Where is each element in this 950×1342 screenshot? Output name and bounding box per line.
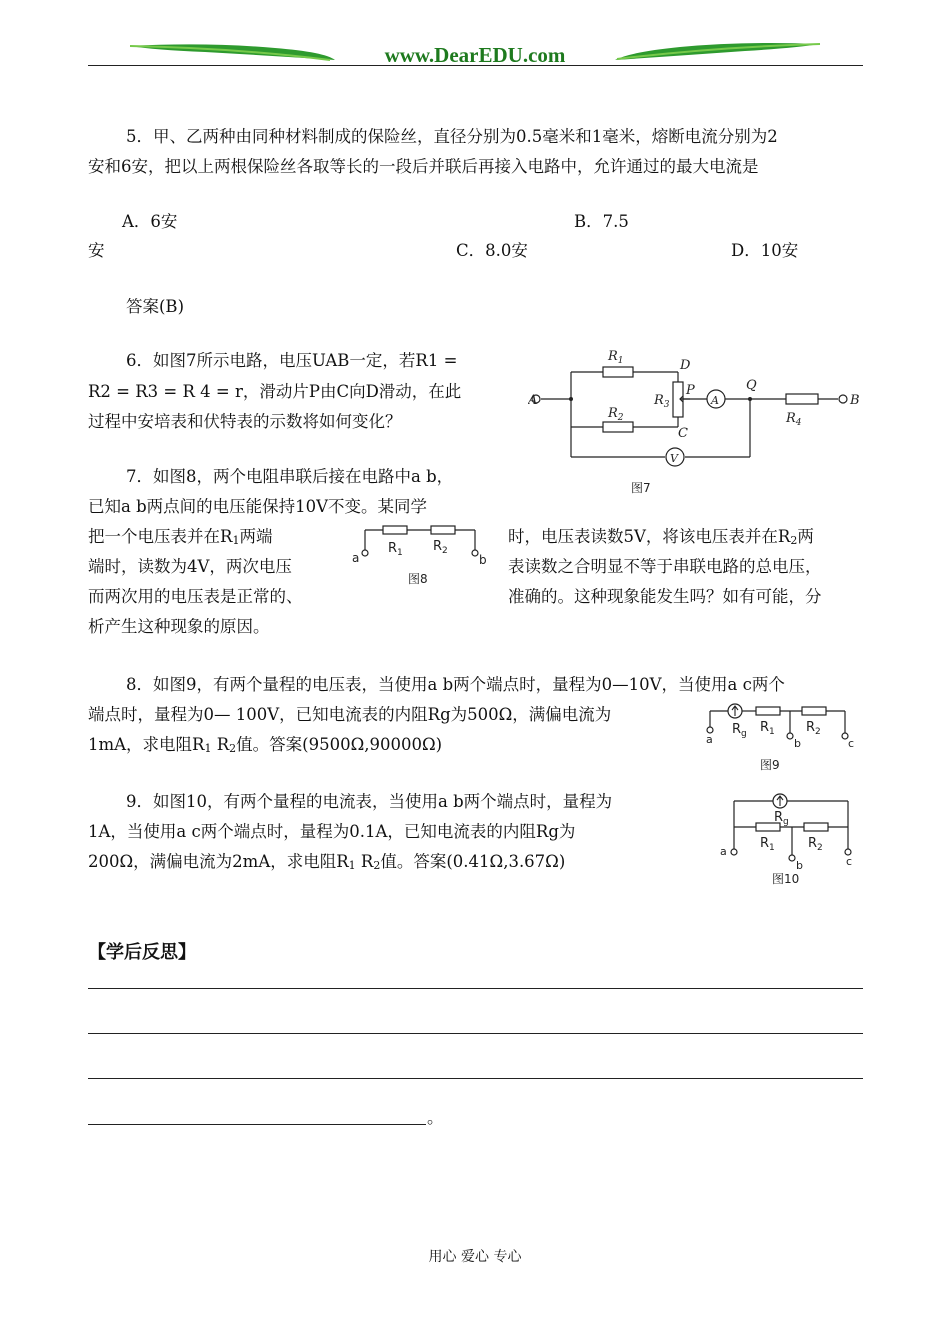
q7-line-3-right: 时，电压表读数5V，将该电压表并在$R_2$两	[508, 527, 814, 547]
ammeter-label: A	[711, 394, 719, 407]
q7-line-5-right: 准确的。这种现象能发生吗？如有可能，分	[508, 587, 822, 606]
q6-line-2: R2 = R3 = R 4 = r，滑动片P由C向D滑动，在此	[88, 382, 462, 401]
label-r4: $R_4$	[786, 411, 802, 428]
reflection-line-2	[88, 1033, 863, 1034]
q5-option-b-tail: 安	[88, 241, 105, 260]
figure-8-circuit	[345, 520, 495, 592]
q7-line-3-left: 把一个电压表并在$R_1$两端	[88, 527, 273, 547]
fig10-label-r2: $R_2$	[808, 836, 823, 853]
label-p: P	[686, 383, 695, 398]
fig8-label-b: b	[479, 553, 487, 567]
reflection-title: 【学后反思】	[88, 942, 196, 963]
label-r1: $R_1$	[608, 349, 624, 366]
q9-line-1: 9．如图10，有两个量程的电流表，当使用a b两个端点时，量程为	[126, 792, 613, 811]
reflection-end-mark: 。	[427, 1108, 444, 1127]
fig9-label-a: a	[706, 733, 713, 746]
site-logo-text: www.DearEDU.com	[384, 43, 566, 67]
q7-line-4-right: 表读数之合明显不等于串联电路的总电压，	[508, 557, 822, 576]
label-r2: $R_2$	[608, 406, 624, 423]
fig10-terminal-b	[789, 855, 795, 861]
q6-line-1: 6．如图7所示电路，电压UAB一定，若R1 =	[126, 351, 458, 370]
reflection-line-4	[88, 1124, 426, 1125]
fig8-terminal-b	[472, 550, 478, 556]
junction-q	[748, 397, 752, 401]
fig8-resistor-r1	[383, 526, 407, 534]
terminal-b	[839, 395, 847, 403]
q5-option-b: B．7.5	[574, 212, 629, 231]
label-a: A	[528, 393, 538, 408]
fig10-label-r1: $R_1$	[760, 836, 775, 853]
q5-option-a: A．6安	[122, 212, 178, 231]
fig10-resistor-r2	[804, 823, 828, 831]
figure-8-caption: 图8	[408, 572, 428, 586]
label-b: B	[850, 393, 860, 408]
fig8-label-a: a	[352, 551, 360, 565]
q7-line-6: 析产生这种现象的原因。	[88, 617, 270, 636]
reflection-line-3	[88, 1078, 863, 1079]
figure-7-circuit	[528, 342, 863, 502]
q9-line-2: 1A，当使用a c两个端点时，量程为0.1A，已知电流表的内阻Rg为	[88, 822, 576, 841]
label-r3: $R_3$	[654, 393, 670, 410]
figure-9-caption: 图9	[760, 758, 780, 772]
q8-line-2: 端点时，量程为0— 100V，已知电流表的内阻Rg为500Ω，满偏电流为	[88, 705, 612, 724]
q7-line-1: 7．如图8，两个电阻串联后接在电路中a b，	[126, 467, 454, 486]
header-banner	[125, 38, 825, 68]
q5-option-d: D．10安	[731, 241, 799, 260]
q5-line-1: 5．甲、乙两种由同种材料制成的保险丝，直径分别为0.5毫米和1毫米，熔断电流分别为2	[126, 127, 778, 146]
q7-line-2: 已知a b两点间的电压能保持10V不变。某同学	[88, 497, 428, 516]
fig10-label-rg: $R_g$	[774, 810, 789, 827]
label-q: Q	[746, 378, 757, 393]
fig10-label-b: b	[796, 859, 803, 872]
fig8-label-r2: $R_2$	[433, 539, 448, 556]
resistor-r2	[603, 422, 633, 432]
q6-line-3: 过程中安培表和伏特表的示数将如何变化？	[88, 412, 402, 431]
q5-line-2: 安和6安，把以上两根保险丝各取等长的一段后并联后再接入电路中，允许通过的最大电流是	[88, 157, 759, 176]
q5-answer: 答案(B)	[126, 297, 184, 316]
fig9-resistor-r1	[756, 707, 780, 715]
q8-line-3: 1mA，求电阻$R_1$ $R_2$值。答案(9500Ω,90000Ω)	[88, 735, 443, 755]
figure-9-circuit	[700, 697, 860, 775]
fig10-label-c: c	[846, 855, 853, 868]
fig9-terminal-b	[787, 733, 793, 739]
figure-10-circuit	[710, 785, 860, 890]
figure-7-caption: 图7	[631, 481, 651, 495]
label-d: D	[680, 358, 691, 373]
fig8-label-r1: $R_1$	[388, 541, 403, 558]
label-c: C	[678, 426, 688, 441]
fig9-resistor-r2	[802, 707, 826, 715]
fig9-label-rg: $R_g$	[732, 722, 747, 739]
q9-line-3: 200Ω，满偏电流为2mA，求电阻$R_1$ $R_2$值。答案(0.41Ω,3.67Ω)	[88, 852, 566, 872]
q7-line-4-left: 端时，读数为4V，两次电压	[88, 557, 292, 576]
header-rule	[88, 65, 863, 66]
q8-line-1: 8．如图9，有两个量程的电压表，当使用a b两个端点时，量程为0—10V，当使用a c两个	[126, 675, 785, 694]
fig9-label-r1: $R_1$	[760, 720, 775, 737]
voltmeter-label: V	[670, 452, 678, 465]
reflection-line-1	[88, 988, 863, 989]
q5-option-c: C．8.0安	[456, 241, 528, 260]
fig10-label-a: a	[720, 845, 727, 858]
fig10-terminal-a	[731, 849, 737, 855]
figure-10-caption: 图10	[772, 872, 800, 886]
fig8-terminal-a	[362, 550, 368, 556]
fig9-label-r2: $R_2$	[806, 720, 821, 737]
q7-line-5-left: 而两次用的电压表是正常的、	[88, 587, 303, 606]
resistor-r1	[603, 367, 633, 377]
page-footer: 用心 爱心 专心	[428, 1249, 522, 1265]
resistor-r4	[786, 394, 818, 404]
fig9-label-b: b	[794, 737, 801, 750]
fig9-label-c: c	[848, 737, 855, 750]
fig8-resistor-r2	[431, 526, 455, 534]
